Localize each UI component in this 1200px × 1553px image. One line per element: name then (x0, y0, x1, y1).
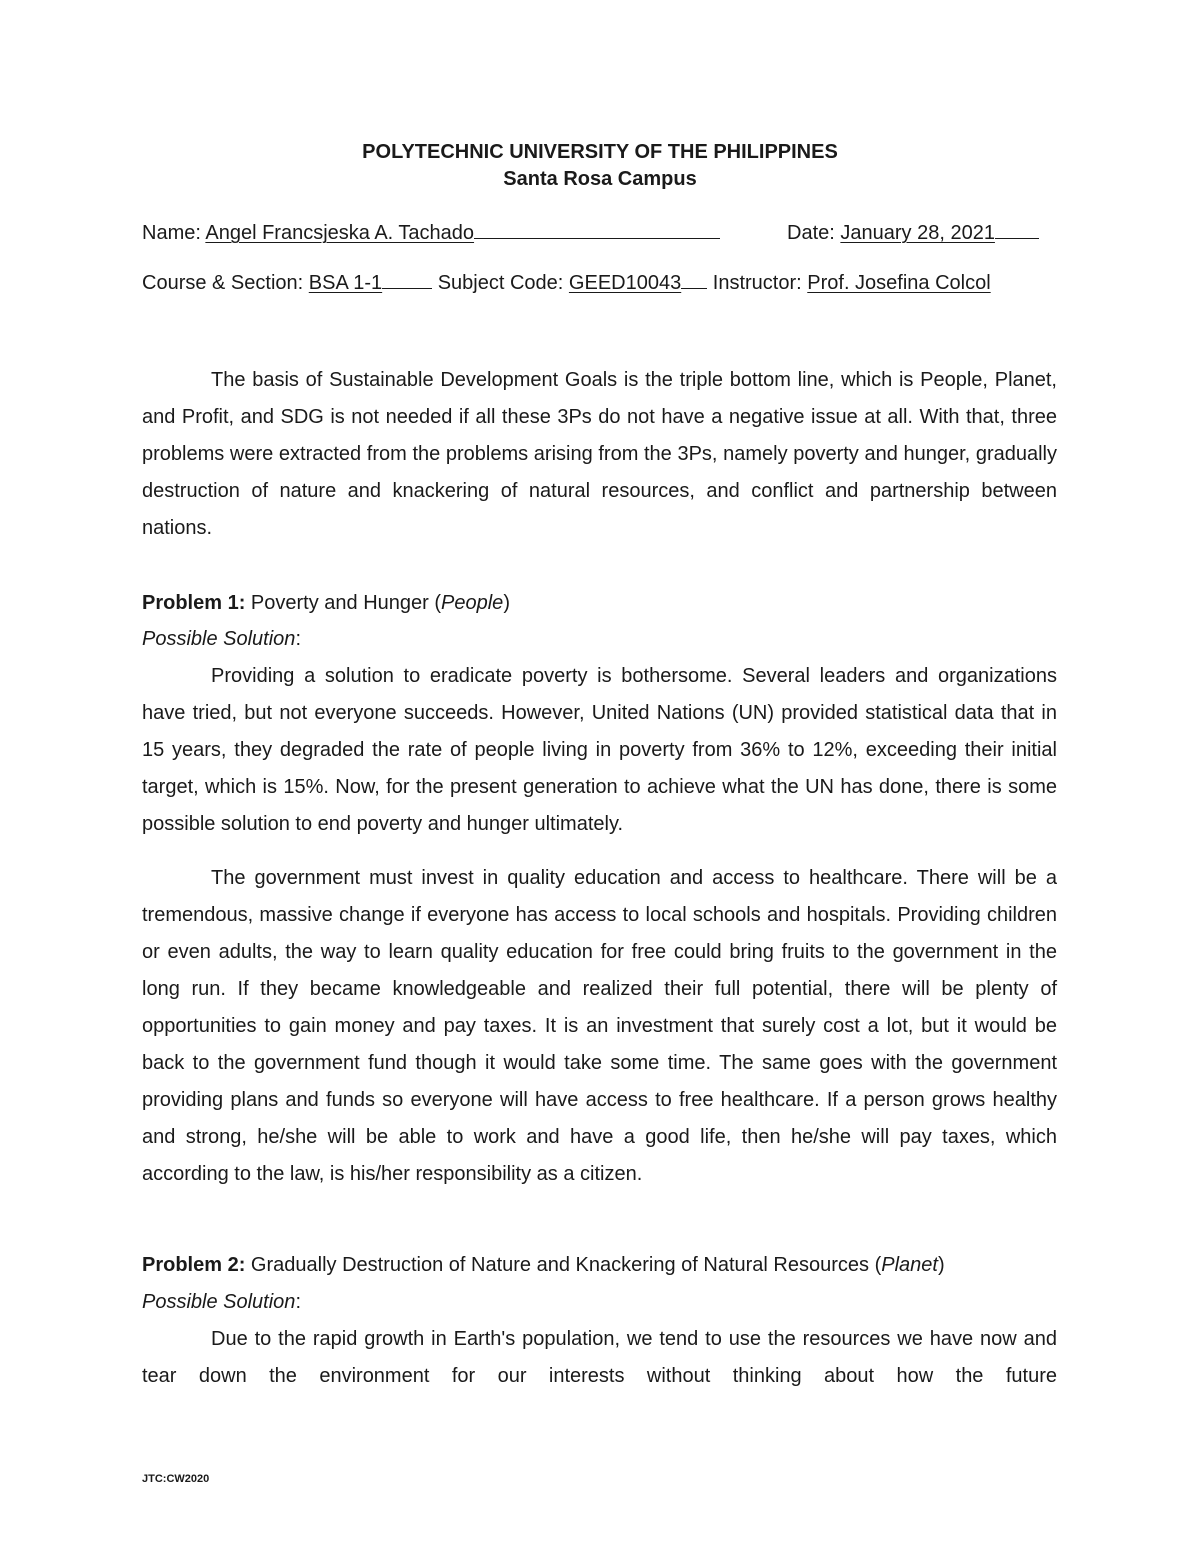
subject-value: GEED10043 (568, 272, 682, 294)
course-label: Course & Section: (142, 272, 304, 294)
campus-subtitle: Santa Rosa Campus (503, 168, 697, 190)
problem1-solution-label: Possible Solution (142, 628, 296, 650)
date-value: January 28, 2021 (840, 222, 995, 244)
subject-label: Subject Code: (437, 272, 564, 294)
subject-underline (681, 270, 707, 289)
course-row (142, 270, 991, 295)
problem2-category: Planet (881, 1254, 938, 1276)
name-row (142, 220, 720, 245)
problem2-solution-heading (142, 1284, 1057, 1321)
problem1-label: Problem 1: (142, 592, 246, 614)
problem2-solution-label: Possible Solution (142, 1291, 296, 1313)
problem2-paragraph: Due to the rapid growth in Earth's population, we tend to use the resources we have now and tear down the environment for our interests without thinking about how the future (142, 1328, 1057, 1387)
problem1-solution-heading (142, 621, 1057, 658)
problem2-label: Problem 2: (142, 1254, 246, 1276)
footer-code: JTC:CW2020 (142, 1473, 210, 1485)
problem1-heading (142, 585, 1057, 622)
problem1-category: People (441, 592, 504, 614)
date-underline (995, 220, 1039, 239)
course-underline (382, 270, 432, 289)
university-title: POLYTECHNIC UNIVERSITY OF THE PHILIPPINES (362, 141, 838, 163)
problem2-solution-colon: : (295, 1291, 301, 1313)
name-value: Angel Francsjeska A. Tachado (205, 222, 475, 244)
date-label: Date: (787, 222, 835, 244)
problem2-title: Gradually Destruction of Nature and Knackering of Natural Resources ( (250, 1254, 882, 1276)
course-value: BSA 1-1 (308, 272, 383, 294)
name-underline (474, 220, 720, 239)
problem2-close: ) (937, 1254, 945, 1276)
date-row (787, 220, 1039, 245)
intro-paragraph: The basis of Sustainable Development Goals is the triple bottom line, which is People, Planet, and Profit, and SDG is not needed if all these 3Ps do not have a negative issue at all. With that, three problems were extracted from the problems arising from the 3Ps, namely poverty and hunger, gradually destruction of nature and knackering of natural resources, and conflict and partnership between nations. (142, 369, 1057, 539)
problem1-paragraph-1: Providing a solution to eradicate poverty is bothersome. Several leaders and organizations have tried, but not everyone succeeds. However, United Nations (UN) provided statistical data that in 15 years, they degraded the rate of people living in poverty from 36% to 12%, exceeding their initial target, which is 15%. Now, for the present generation to achieve what the UN has done, there is some possible solution to end poverty and hunger ultimately. (142, 665, 1057, 835)
instructor-value: Prof. Josefina Colcol (807, 272, 991, 294)
problem1-close: ) (503, 592, 510, 614)
problem1-title: Poverty and Hunger ( (250, 592, 442, 614)
problem2-heading (142, 1247, 1057, 1284)
problem1-paragraph-2: The government must invest in quality education and access to healthcare. There will be a tremendous, massive change if everyone has access to local schools and hospitals. Providing children or even adults, the way to learn quality education for free could bring fruits to the government in the long run. If they became knowledgeable and realized their full potential, there will be plenty of opportunities to gain money and pay taxes. It is an investment that surely cost a lot, but it would be back to the government fund though it would take some time. The same goes with the government providing plans and funds so everyone will have access to free healthcare. If a person grows healthy and strong, he/she will be able to work and have a good life, then he/she will pay taxes, which according to the law, is his/her responsibility as a citizen. (142, 867, 1057, 1185)
name-label: Name: (142, 222, 201, 244)
problem1-solution-colon: : (295, 628, 301, 650)
instructor-label: Instructor: (712, 272, 802, 294)
